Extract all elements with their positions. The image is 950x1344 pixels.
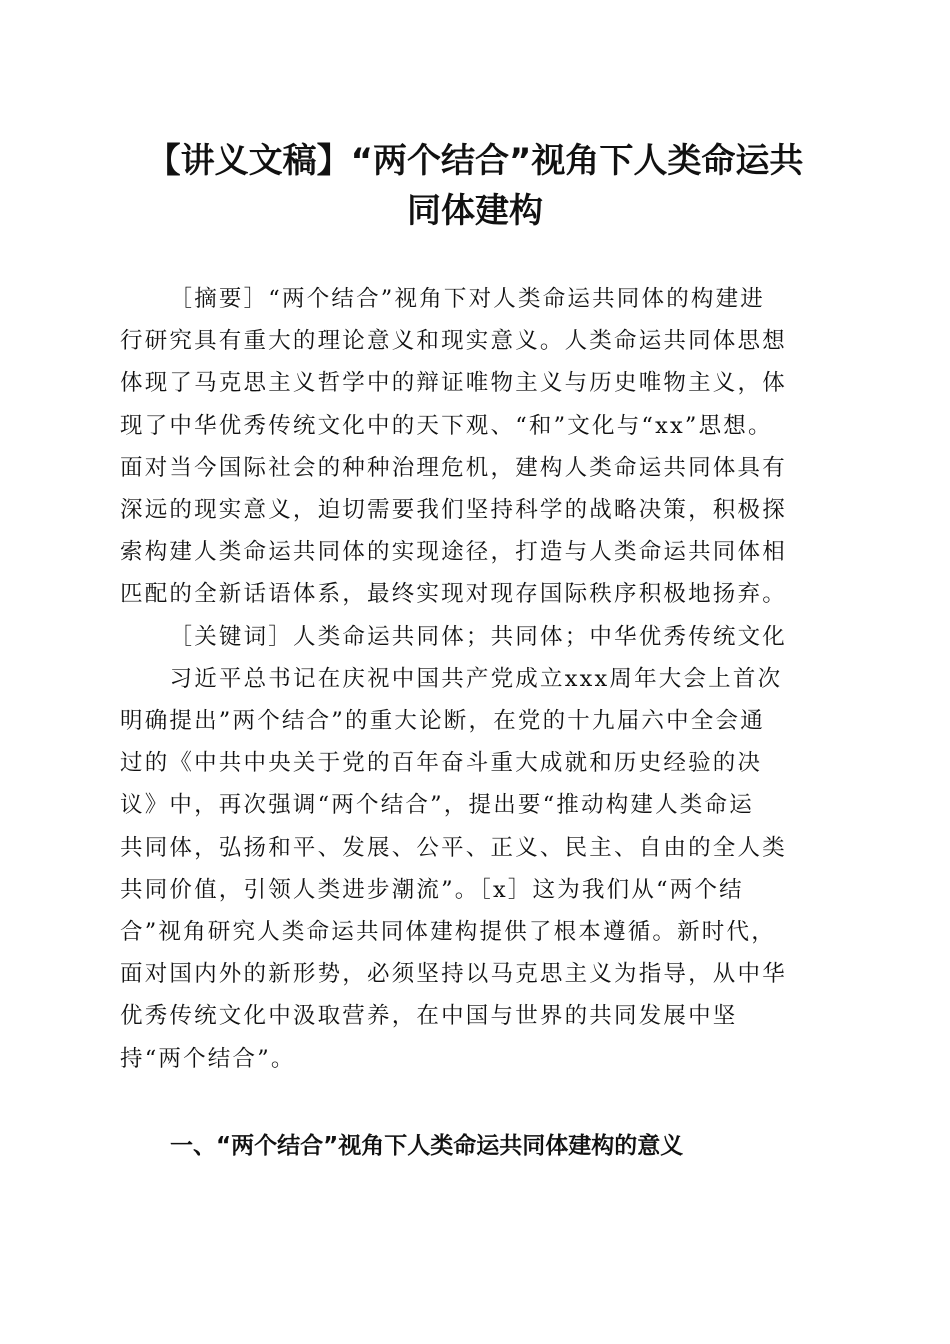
abstract-line: 匹配的全新话语体系，最终实现对现存国际秩序积极地扬弃。 (120, 581, 787, 608)
keywords-paragraph (120, 616, 840, 658)
intro-line: 议》中，再次强调“两个结合”，提出要“推动构建人类命运 (120, 792, 754, 819)
intro-line: 面对国内外的新形势，必须坚持以马克思主义为指导，从中华 (120, 961, 787, 988)
abstract-line: 体现了马克思主义哲学中的辩证唯物主义与历史唯物主义，体 (120, 370, 787, 397)
abstract-line: 现了中华优秀传统文化中的天下观、“和”文化与“xx”思想。 (120, 412, 773, 439)
title-line-2: 同体建构 (407, 191, 543, 231)
keywords-line: ［关键词］人类命运共同体；共同体；中华优秀传统文化 (169, 623, 788, 650)
title-line-1: 【讲义文稿】“两个结合”视角下人类命运共 (146, 141, 804, 181)
intro-continuation (120, 700, 840, 1080)
abstract-paragraph (120, 278, 840, 320)
intro-line: 共同体，弘扬和平、发展、公平、正义、民主、自由的全人类 (120, 834, 787, 861)
intro-line: 持“两个结合”。 (120, 1045, 296, 1072)
intro-paragraph (120, 658, 840, 700)
intro-line: 明确提出”两个结合”的重大论断，在党的十九届六中全会通 (120, 708, 765, 735)
intro-line: 优秀传统文化中汲取营养，在中国与世界的共同发展中坚 (120, 1003, 738, 1030)
abstract-line: 深远的现实意义，迫切需要我们坚持科学的战略决策，积极探 (120, 497, 787, 524)
document-title (100, 136, 850, 236)
section-heading: 一、“两个结合”视角下人类命运共同体建构的意义 (170, 1133, 684, 1159)
abstract-continuation (120, 320, 840, 615)
intro-line: 习近平总书记在庆祝中国共产党成立xxx周年大会上首次 (169, 665, 783, 692)
intro-line: 合”视角研究人类命运共同体建构提供了根本遵循。新时代， (120, 919, 776, 946)
document-body (120, 278, 840, 1080)
abstract-line: 面对当今国际社会的种种治理危机，建构人类命运共同体具有 (120, 454, 787, 481)
intro-line: 共同价值，引领人类进步潮流”。［x］这为我们从“两个结 (120, 876, 744, 903)
abstract-line: ［摘要］“两个结合”视角下对人类命运共同体的构建进 (169, 286, 766, 312)
abstract-line: 行研究具有重大的理论意义和现实意义。人类命运共同体思想 (120, 328, 787, 355)
abstract-line: 索构建人类命运共同体的实现途径，打造与人类命运共同体相 (120, 539, 787, 566)
intro-line: 过的《中共中央关于党的百年奋斗重大成就和历史经验的决 (120, 750, 763, 777)
